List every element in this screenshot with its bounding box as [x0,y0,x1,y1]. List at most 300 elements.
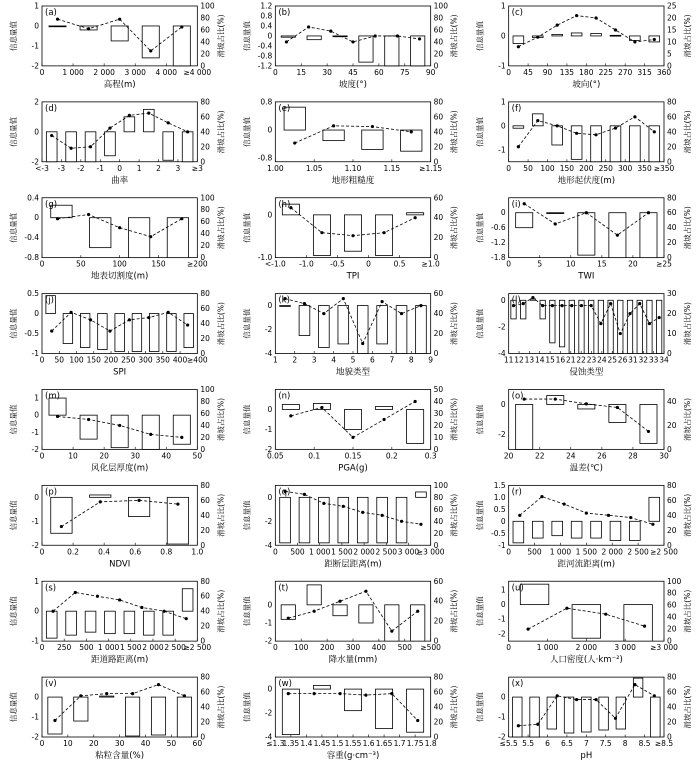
y2-tick-label: 40 [433,596,444,606]
x-axis-title: 温差(℃) [569,463,603,474]
y2-tick-label: 40 [200,606,210,616]
x-tick-label: 7 [389,355,395,365]
line-point [416,610,419,613]
line-point [118,424,121,427]
plot-frame [42,677,197,737]
y2-tick-label: 0 [433,540,439,550]
x-tick-label: 0.15 [344,451,362,461]
bar [571,126,582,160]
bar [281,36,295,37]
panel-label: (c) [511,8,523,18]
x-tick-label: 26 [617,355,628,365]
bar [105,132,116,156]
x-tick-label: 10 [68,451,78,461]
x-tick-label: ≥25 [656,259,672,269]
line-point [342,505,345,508]
y2-tick-label: 20 [667,420,677,430]
y2-tick-label: 80 [667,480,677,490]
bar [516,213,533,228]
x-tick-label: 20 [628,259,638,269]
line-point [74,591,77,594]
x-tick-label: 400 [172,355,188,365]
line-point [70,311,73,314]
line-point [285,40,288,43]
line-point [99,500,102,503]
line-point [167,311,170,314]
y-tick-label: 1.5 [493,480,506,490]
x-tick-label: 300 [618,163,633,173]
y-tick-label: -1 [31,712,39,722]
bar [376,406,393,409]
left-y-label: 信息量值 [475,404,485,435]
x-tick-label: 0 [506,163,512,173]
x-tick-label: 1.55 [344,739,362,748]
x-tick-label: 9 [428,355,434,365]
x-tick-label: 28 [628,451,638,461]
right-y-label: 滑坡占比(%) [449,14,459,58]
panel-label: (k) [278,295,290,306]
y2-tick-label: 0 [433,732,439,742]
line-point [414,400,417,403]
left-y-label: 信息量值 [242,692,252,723]
line-point [517,145,520,148]
line-point [329,30,332,33]
y-tick-label: 0 [267,210,273,220]
y2-tick-label: 20 [667,238,677,248]
line-point [118,226,121,229]
y2-tick-label: 60 [433,289,444,299]
x-tick-label: 50 [192,451,203,461]
left-y-label: 信息量值 [242,116,252,147]
x-tick-label: 150 [559,163,575,173]
y-tick-label: -2 [498,322,506,332]
bar [299,497,310,543]
line-point [87,213,90,216]
x-axis-title: 距道路距离(m) [90,655,149,666]
y2-tick-label: 0 [667,540,672,550]
panel-label: (j) [45,295,54,306]
line-point [313,692,316,695]
y2-tick-label: 80 [200,576,210,586]
bar [559,300,564,347]
left-y-label: 信息量值 [242,212,252,243]
left-y-label: 信息量值 [242,404,252,435]
proportion-line [295,126,412,143]
y-tick-label: 0 [34,492,39,502]
x-tick-label: ≥350 [653,163,675,173]
right-y-label: 滑坡占比(%) [449,589,459,633]
x-tick-label: 50 [166,739,177,748]
bar [532,521,543,538]
y2-tick-label: 100 [200,385,215,394]
y2-tick-label: 30 [433,408,444,418]
y2-tick-label: 50 [433,385,444,394]
y-tick-label: -2 [31,444,39,454]
line-point [647,430,650,433]
line-point [554,397,557,400]
x-axis-title: 地形粗糙度 [331,175,375,186]
chart-panel [8,193,225,281]
plot-frame [509,6,664,66]
line-point [149,433,152,436]
x-axis-title: 风化层厚度(m) [90,463,149,474]
line-point [551,304,554,307]
bar [85,611,96,632]
y-tick-label: -1 [31,349,39,358]
y-tick-label: -1 [498,540,506,550]
x-tick-label: 360 [656,67,672,77]
plot-frame [275,294,430,354]
right-y-label: 滑坡占比(%) [449,302,459,346]
y2-tick-label: 0 [200,349,206,358]
x-tick-label: 1 [136,163,142,173]
bar [142,26,159,58]
y-tick-label: -1.0 [257,253,273,263]
line-point [536,119,539,122]
line-point [585,211,588,214]
line-point [287,692,290,695]
panel-label: (v) [45,679,57,690]
x-tick-label: 350 [637,163,652,173]
x-tick-label: 4 000 [155,67,178,77]
x-tick-label: ≥400 [187,355,208,365]
panel-label: (b) [278,8,291,18]
y-tick-label: -2 [264,516,273,526]
line-point [289,414,292,417]
x-tick-label: 50 [76,259,86,269]
y-tick-label: 0.8 [260,97,273,107]
line-point [56,217,59,220]
y2-tick-label: 60 [200,687,210,697]
x-tick-label: 15 [545,355,555,365]
y-tick-label: 0 [34,309,39,319]
x-tick-label: 0 [39,355,45,365]
bar [344,215,361,251]
y2-tick-label: 0 [667,732,672,742]
y-tick-label: 0 [34,692,39,702]
proportion-line [286,27,419,42]
line-point [56,18,59,21]
bar [46,611,57,638]
line-point [556,124,559,127]
bar [377,306,388,344]
x-tick-label: -1.0 [299,259,314,269]
line-point [619,332,622,335]
y-tick-label: -1 [31,41,39,51]
y2-tick-label: 0 [200,253,206,263]
y2-tick-label: 60 [433,576,444,586]
line-point [137,499,140,502]
line-point [410,130,413,133]
bar [513,36,524,43]
left-y-label: 信息量值 [242,308,252,339]
y-tick-label: 0.4 [27,193,39,203]
chart-panel [241,2,458,90]
left-y-label: 信息量值 [9,596,18,627]
y2-tick-label: 20 [433,420,444,430]
y-tick-label: -1 [31,516,39,526]
y2-tick-label: 80 [667,588,677,598]
line-point [594,133,597,136]
bar [307,36,321,40]
x-tick-label: 5.5 [522,739,535,748]
y2-tick-label: 60 [433,25,444,35]
x-tick-label: 60 [192,739,203,748]
y2-tick-label: 100 [433,1,448,11]
x-tick-label: 225 [598,67,613,77]
y-tick-label: -0.4 [24,233,39,243]
y2-tick-label: 40 [667,702,677,712]
line-point [590,304,593,307]
line-point [183,694,186,697]
bar [333,36,347,37]
line-point [147,112,150,115]
x-tick-label: 0.4 [98,547,111,557]
y2-tick-label: 40 [200,37,210,47]
chart-panel [241,577,458,665]
left-y-label: 信息量值 [9,116,18,147]
line-point [361,342,364,345]
chart-panel [8,481,225,569]
bar [307,585,321,605]
y2-tick-label: 20 [667,717,677,727]
y2-tick-label: 40 [667,396,677,406]
bar [111,415,128,448]
y2-tick-label: 0 [200,157,206,167]
y2-tick-label: 10 [667,329,677,339]
y2-tick-label: 20 [667,309,677,319]
y-tick-label: 0 [34,606,39,616]
y-tick-label: -4 [264,349,273,358]
y2-tick-label: 20 [433,233,444,243]
bar [520,584,548,604]
line-point [570,304,573,307]
line-point [118,18,121,21]
x-tick-label: 7.5 [599,739,612,748]
line-point [638,302,641,305]
line-point [374,34,377,37]
line-point [293,141,296,144]
x-tick-label: 0 [506,259,512,269]
y2-tick-label: 0 [200,732,206,742]
line-point [604,613,607,616]
bar [599,697,608,730]
x-tick-label: ≤5.5 [499,739,518,748]
x-axis-title: TPI [346,271,360,282]
line-point [322,312,325,315]
x-tick-label: 0 [39,451,45,461]
y-tick-label: 2 [34,97,39,107]
line-point [556,24,559,27]
line-point [653,130,656,133]
y-tick-label: 0 [500,600,506,610]
x-tick-label: 150 [86,355,101,365]
x-tick-label: 1 000 [97,643,120,653]
line-point [149,49,152,52]
y2-tick-label: 0 [667,636,672,646]
line-point [322,502,325,505]
line-point [560,304,563,307]
y2-tick-label: 40 [433,702,444,712]
x-tick-label: 10 [566,259,576,269]
bar [182,132,193,162]
x-tick-label: <-3 [35,163,49,173]
bar [627,300,632,353]
bar [552,126,563,145]
y-tick-label: -2 [31,61,39,71]
bar [616,697,625,729]
left-y-label: 信息量值 [475,500,485,531]
y2-tick-label: 15 [667,25,677,35]
right-y-label: 滑坡占比(%) [683,685,692,729]
y2-tick-label: 100 [200,1,215,11]
y2-tick-label: 20 [200,432,210,442]
y2-tick-label: 60 [667,687,677,697]
y2-tick-label: 5 [667,49,672,59]
x-axis-title: 降水量(mm) [328,655,378,666]
x-tick-label: 1 500 [575,547,598,557]
x-axis-title: pH [580,751,593,761]
panel-label: (r) [511,487,522,498]
right-y-label: 滑坡占比(%) [216,110,226,154]
x-tick-label: 100 [294,643,309,653]
proportion-line [58,215,182,237]
bar [377,497,388,543]
y2-tick-label: 20 [200,621,210,631]
y2-tick-label: 80 [200,480,210,490]
bar [280,306,291,307]
bar [582,697,591,732]
x-axis-title: 地貌类型 [335,367,371,378]
x-axis-title: 人口密度(人·km⁻²) [549,655,623,666]
x-tick-label: 11 [503,355,514,365]
bar [552,521,563,535]
y2-tick-label: 80 [200,289,210,299]
y2-tick-label: 100 [200,193,215,203]
left-y-label: 信息量值 [9,20,18,51]
x-tick-label: 3 000 [614,643,636,653]
y2-tick-label: 80 [200,672,210,682]
bar [407,689,424,732]
y2-tick-label: 0 [433,349,439,358]
x-tick-label: 40 [161,451,172,461]
x-tick-label: 0.1 [308,451,321,461]
y2-tick-label: 40 [433,516,444,526]
y2-tick-label: 60 [200,112,210,122]
line-point [418,37,421,40]
plot-frame [275,581,430,641]
y-tick-label: 0.5 [27,289,39,299]
bar [338,497,349,543]
bar [598,300,603,353]
plot-frame [42,581,197,641]
bar [579,300,584,353]
y-tick-label: 0 [500,121,506,131]
line-point [390,692,393,695]
y-tick-label: -0.4 [257,41,273,51]
bar [177,697,191,737]
line-point [342,297,345,300]
x-tick-label: 22 [534,451,545,461]
x-tick-label: 250 [598,163,613,173]
bar [610,126,621,162]
y2-tick-label: 100 [667,576,682,586]
panel-label: (h) [278,199,291,210]
bar [338,306,349,344]
x-axis-title: 容重(g·cm⁻³) [326,751,380,761]
chart-panel [8,97,225,185]
line-point [599,322,602,325]
line-point [351,234,354,237]
x-tick-label: -1 [96,163,104,173]
y-tick-label: -2 [31,732,39,742]
line-point [575,698,578,701]
x-tick-label: ≥500 [420,643,441,653]
bar [359,605,373,623]
x-tick-label: 50 [54,355,65,365]
y2-tick-label: 80 [433,672,444,682]
x-tick-label: 315 [637,67,652,77]
y2-tick-label: 40 [433,213,444,223]
x-tick-label: 1.65 [375,739,393,748]
chart-panel [475,193,692,281]
x-tick-label: 45 [348,67,358,77]
panel-label: (w) [278,679,292,690]
line-point [522,302,525,305]
line-point [633,683,636,686]
y2-tick-label: 0 [433,636,439,646]
bar [513,521,524,543]
y-tick-label: 1 [34,576,39,586]
panel-label: (g) [45,199,58,210]
x-axis-title: 侵蚀类型 [569,367,604,378]
y2-tick-label: 30 [667,289,677,299]
y2-tick-label: 20 [667,142,677,152]
line-point [633,115,636,118]
bar [610,521,621,540]
bar [411,36,425,66]
bar [407,409,424,443]
x-tick-label: 1.5 [331,739,344,748]
line-point [287,617,290,620]
right-y-label: 滑坡占比(%) [449,685,459,729]
x-tick-label: 1.75 [406,739,424,748]
x-tick-label: 1.35 [282,739,300,748]
line-point [140,606,143,609]
line-point [50,329,53,332]
y-tick-label: -4 [264,732,273,742]
line-point [540,495,543,498]
left-y-label: 信息量值 [9,212,18,243]
y2-tick-label: 40 [200,229,210,239]
bar [74,697,88,721]
y-tick-label: -1 [31,636,39,646]
chart-panel [475,673,692,761]
x-tick-label: 300 [138,355,153,365]
x-tick-label: 3 000 [124,67,146,77]
x-tick-label: 100 [69,355,84,365]
bar [630,521,641,540]
x-tick-label: 6.5 [560,739,573,748]
y2-tick-label: 10 [667,37,677,47]
x-tick-label: 0 [506,643,512,653]
y2-tick-label: 80 [433,492,444,502]
x-tick-label: 2 [292,355,298,365]
line-point [162,610,165,613]
x-tick-label: 31 [628,355,638,365]
bar [280,497,291,543]
y2-tick-label: 0 [200,540,206,550]
